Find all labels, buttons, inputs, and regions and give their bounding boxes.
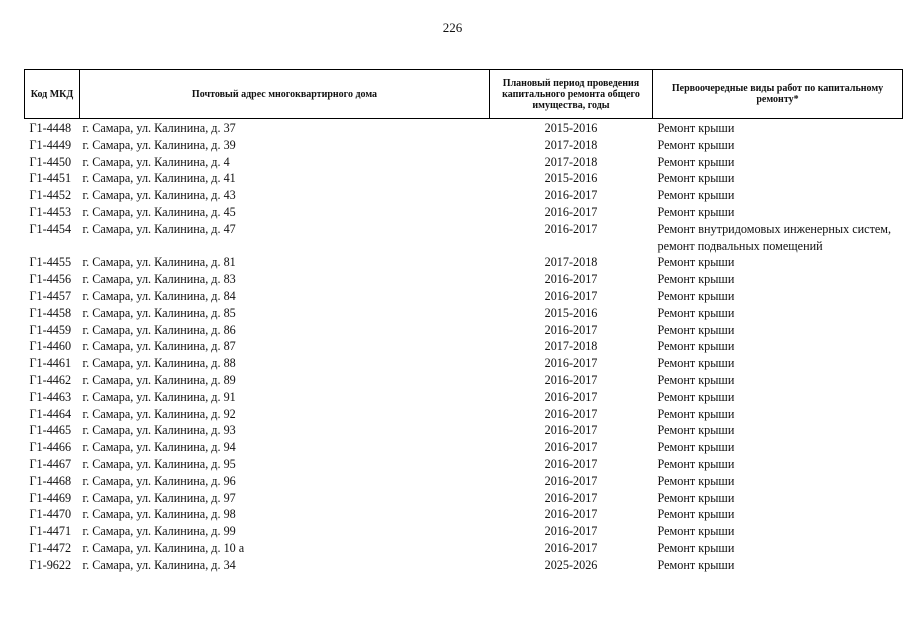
table-row — [25, 557, 903, 574]
cell-code: Г1-4456 — [29, 272, 72, 287]
cell-address: г. Самара, ул. Калинина, д. 91 — [82, 389, 236, 404]
cell-period: 2017-2018 — [544, 255, 598, 270]
table-body — [25, 119, 903, 574]
header-period: Плановый период проведения капитального ремонта общего имущества, годы — [490, 70, 653, 119]
cell-address: г. Самара, ул. Калинина, д. 93 — [82, 423, 236, 438]
table-row — [25, 422, 903, 439]
cell-address: г. Самара, ул. Калинина, д. 97 — [82, 490, 236, 505]
cell-code: Г1-4450 — [29, 154, 72, 169]
cell-work: Ремонт крыши — [657, 540, 735, 555]
table-row — [25, 137, 903, 154]
cell-period: 2016-2017 — [544, 473, 598, 488]
table-row — [25, 456, 903, 473]
cell-work: Ремонт крыши — [657, 507, 735, 522]
cell-code: Г1-4458 — [29, 305, 72, 320]
cell-code: Г1-4468 — [29, 473, 72, 488]
cell-code: Г1-4449 — [29, 137, 72, 152]
cell-code: Г1-4465 — [29, 423, 72, 438]
cell-code: Г1-4453 — [29, 204, 72, 219]
cell-period: 2016-2017 — [544, 524, 598, 539]
cell-work: Ремонт крыши — [657, 204, 735, 219]
cell-address: г. Самара, ул. Калинина, д. 81 — [82, 255, 236, 270]
cell-work: Ремонт крыши — [657, 557, 735, 572]
cell-work: Ремонт крыши — [657, 121, 735, 135]
cell-code: Г1-4448 — [29, 121, 72, 135]
cell-address: г. Самара, ул. Калинина, д. 84 — [82, 288, 236, 303]
table-row — [25, 473, 903, 490]
cell-work: Ремонт крыши — [657, 322, 735, 337]
cell-address: г. Самара, ул. Калинина, д. 99 — [82, 524, 236, 539]
cell-work: Ремонт крыши — [657, 255, 735, 270]
header-code: Код МКД — [25, 70, 80, 119]
cell-code: Г1-4460 — [29, 339, 72, 354]
cell-period: 2016-2017 — [544, 204, 598, 219]
cell-work: Ремонт крыши — [657, 389, 735, 404]
cell-code: Г1-4455 — [29, 255, 72, 270]
table-row — [25, 187, 903, 204]
table-row — [25, 439, 903, 456]
cell-work: Ремонт крыши — [657, 288, 735, 303]
page-number: 226 — [442, 20, 463, 35]
cell-address: г. Самара, ул. Калинина, д. 92 — [82, 406, 236, 421]
cell-address: г. Самара, ул. Калинина, д. 43 — [82, 188, 236, 203]
cell-code: Г1-4454 — [29, 221, 72, 236]
cell-code: Г1-4461 — [29, 356, 72, 371]
table-row — [25, 355, 903, 372]
table-header-row — [25, 70, 903, 119]
table-row — [25, 305, 903, 322]
cell-work: Ремонт крыши — [657, 154, 735, 169]
table-row — [25, 372, 903, 389]
cell-address: г. Самара, ул. Калинина, д. 88 — [82, 356, 236, 371]
table-row — [25, 389, 903, 406]
table-row — [25, 490, 903, 507]
cell-work: Ремонт крыши — [657, 524, 735, 539]
cell-address: г. Самара, ул. Калинина, д. 47 — [82, 221, 236, 236]
cell-code: Г1-4462 — [29, 372, 72, 387]
cell-code: Г1-4457 — [29, 288, 72, 303]
cell-address: г. Самара, ул. Калинина, д. 87 — [82, 339, 236, 354]
cell-code: Г1-4469 — [29, 490, 72, 505]
cell-code: Г1-4464 — [29, 406, 72, 421]
table-row — [25, 506, 903, 523]
cell-code: Г1-4452 — [29, 188, 72, 203]
cell-code: Г1-4463 — [29, 389, 72, 404]
cell-address: г. Самара, ул. Калинина, д. 89 — [82, 372, 236, 387]
cell-period: 2025-2026 — [544, 557, 598, 572]
table-row — [25, 540, 903, 557]
cell-address: г. Самара, ул. Калинина, д. 96 — [82, 473, 236, 488]
cell-code: Г1-4470 — [29, 507, 72, 522]
table-row — [25, 170, 903, 187]
table-row — [25, 322, 903, 339]
cell-period: 2016-2017 — [544, 540, 598, 555]
cell-period: 2016-2017 — [544, 272, 598, 287]
cell-period: 2016-2017 — [544, 188, 598, 203]
cell-code: Г1-4459 — [29, 322, 72, 337]
table-row — [25, 288, 903, 305]
cell-work: Ремонт крыши — [657, 423, 735, 438]
cell-work: Ремонт крыши — [657, 372, 735, 387]
cell-work: Ремонт крыши — [657, 305, 735, 320]
cell-work: Ремонт крыши — [657, 188, 735, 203]
cell-work: Ремонт крыши — [657, 473, 735, 488]
cell-period: 2016-2017 — [544, 406, 598, 421]
cell-work: Ремонт крыши — [657, 137, 735, 152]
cell-address: г. Самара, ул. Калинина, д. 94 — [82, 440, 236, 455]
cell-address: г. Самара, ул. Калинина, д. 98 — [82, 507, 236, 522]
cell-address: г. Самара, ул. Калинина, д. 45 — [82, 204, 236, 219]
cell-address: г. Самара, ул. Калинина, д. 95 — [82, 456, 236, 471]
cell-period: 2016-2017 — [544, 456, 598, 471]
cell-work: Ремонт крыши — [657, 440, 735, 455]
table-row — [25, 154, 903, 171]
cell-period: 2016-2017 — [544, 440, 598, 455]
cell-address: г. Самара, ул. Калинина, д. 34 — [82, 557, 236, 572]
cell-code: Г1-4471 — [29, 524, 72, 539]
cell-work: Ремонт крыши — [657, 339, 735, 354]
cell-code: Г1-4451 — [29, 171, 72, 186]
cell-work: Ремонт крыши — [657, 356, 735, 371]
cell-period: 2017-2018 — [544, 339, 598, 354]
cell-period: 2015-2016 — [544, 305, 598, 320]
header-work: Первоочередные виды работ по капитальному ремонту* — [653, 70, 903, 119]
cell-code: Г1-9622 — [29, 557, 72, 572]
cell-address: г. Самара, ул. Калинина, д. 41 — [82, 171, 236, 186]
cell-code: Г1-4472 — [29, 540, 72, 555]
cell-period: 2016-2017 — [544, 322, 598, 337]
capital-repair-table — [24, 69, 903, 574]
cell-period: 2015-2016 — [544, 121, 598, 135]
table-row — [25, 271, 903, 288]
cell-address: г. Самара, ул. Калинина, д. 39 — [82, 137, 236, 152]
cell-address: г. Самара, ул. Калинина, д. 4 — [82, 154, 230, 169]
table-row — [25, 406, 903, 423]
cell-code: Г1-4466 — [29, 440, 72, 455]
table-row — [25, 221, 903, 255]
cell-period: 2016-2017 — [544, 423, 598, 438]
cell-period: 2016-2017 — [544, 490, 598, 505]
cell-work: Ремонт крыши — [657, 272, 735, 287]
cell-period: 2017-2018 — [544, 137, 598, 152]
cell-code: Г1-4467 — [29, 456, 72, 471]
cell-period: 2015-2016 — [544, 171, 598, 186]
header-address: Почтовый адрес многоквартирного дома — [80, 70, 490, 119]
cell-period: 2016-2017 — [544, 372, 598, 387]
cell-address: г. Самара, ул. Калинина, д. 10 а — [82, 540, 245, 555]
cell-work: Ремонт крыши — [657, 171, 735, 186]
cell-work: Ремонт крыши — [657, 406, 735, 421]
cell-work: Ремонт крыши — [657, 456, 735, 471]
cell-period: 2016-2017 — [544, 356, 598, 371]
cell-address: г. Самара, ул. Калинина, д. 86 — [82, 322, 236, 337]
table-header — [25, 70, 903, 119]
cell-address: г. Самара, ул. Калинина, д. 85 — [82, 305, 236, 320]
table-row — [25, 254, 903, 271]
cell-period: 2016-2017 — [544, 507, 598, 522]
table-row — [25, 119, 903, 137]
table-row — [25, 204, 903, 221]
table-row — [25, 523, 903, 540]
cell-work: Ремонт внутридомовых инженерных систем, ремонт подвальных помещений — [657, 221, 892, 253]
cell-address: г. Самара, ул. Калинина, д. 37 — [82, 121, 236, 135]
cell-work: Ремонт крыши — [657, 490, 735, 505]
cell-period: 2016-2017 — [544, 288, 598, 303]
cell-address: г. Самара, ул. Калинина, д. 83 — [82, 272, 236, 287]
table-row — [25, 338, 903, 355]
cell-period: 2016-2017 — [544, 389, 598, 404]
cell-period: 2017-2018 — [544, 154, 598, 169]
cell-period: 2016-2017 — [544, 221, 598, 236]
